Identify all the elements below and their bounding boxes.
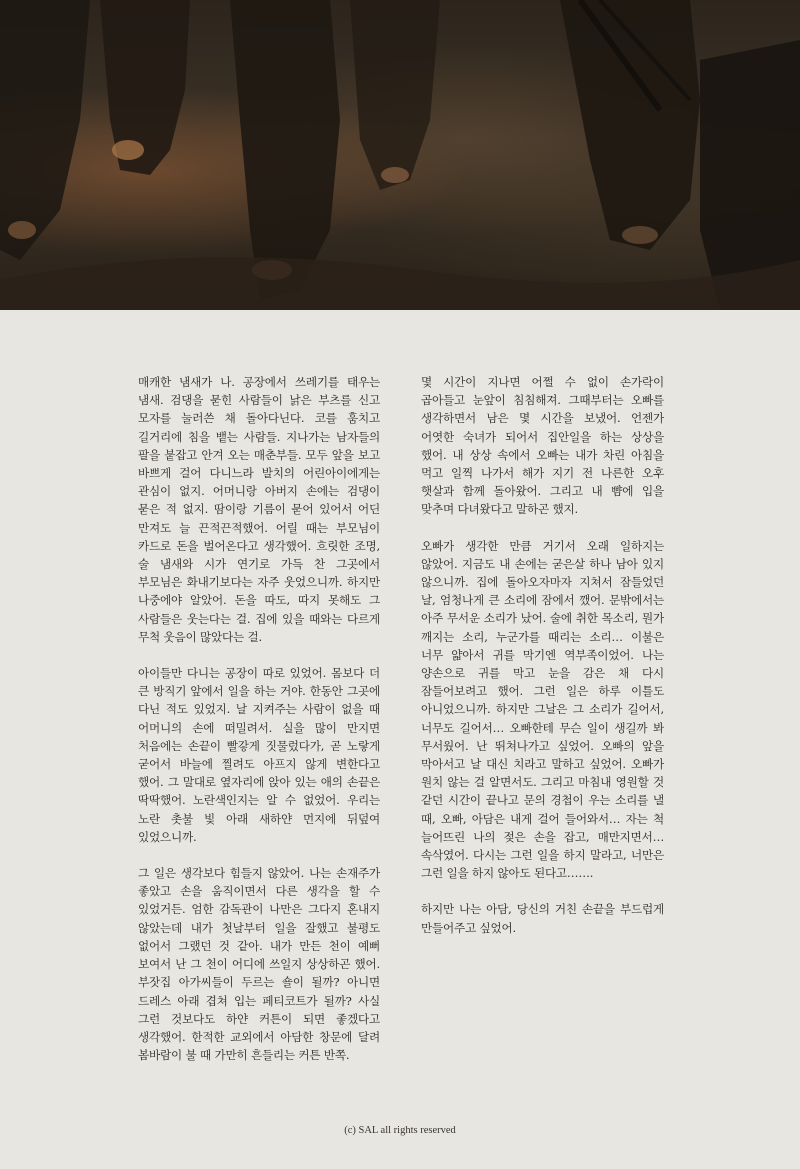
hero-painting-image: [0, 0, 800, 310]
paragraph: 매캐한 냄새가 나. 공장에서 쓰레기를 태우는 냄새. 검댕을 묻힌 사람들이 낡은 부츠를 신고 모자를 눌러쓴 채 돌아다닌다. 코를 훔치고 길거리에 침을 뱉는 사람들. 지나가는 남자들의 팔을 붙잡고 안겨 오는 매춘부들. 모두 앞을 보고 바쁘게 걸어 다니느라 발치의 어린아이에게는 관심이 없지. 어머니랑 아버지 손에는 검댕이 묻은 적 없지. 땀이랑 기름이 묻어 있어서 어딘 만져도 늘 끈적끈적했어. 어릴 때는 부모님이 카드로 돈을 벌어온다고 생각했어. 흐릿한 조명, 술 냄새와 시가 연기로 가득 찬 그곳에서 부모님은 화내기보다는 자주 웃었으니까. 하지만 나중에야 알았어. 돈을 따도, 따지 못해도 그 사람들은 웃는다는 걸. 집에 있을 때와는 다르게 무척 웃음이 많았다는 걸.: [138, 375, 380, 644]
paragraph: 오빠가 생각한 만큼 거기서 오래 일하지는 않았어. 지금도 내 손에는 굳은살 하나 남아 있지 않으니까. 집에 돌아오자마자 지쳐서 잠들었던 날, 엄청나게 큰 소리에 잠에서 깼어. 문밖에서는 아주 무서운 소리가 났어. 술에 취한 목소리, 뭔가 깨지는 소리, 누군가를 때리는 소리… 이불은 너무 얇아서 귀를 막기엔 역부족이었어. 나는 양손으로 귀를 막고 눈을 감은 채 다시 잠들어보려고 했어. 그런 일은 하루 이틀도 아니었으니까. 하지만 그날은 그 소리가 길어서, 너무도 길어서… 오빠한테 무슨 일이 생길까 봐 무서웠어. 난 뛰쳐나가고 싶었어. 오빠의 앞을 막아서고 날 대신 치라고 말하고 싶었어. 오빠가 원치 않는 걸 알면서도. 그리고 마침내 영원할 것 같던 시간이 끝나고 문의 경첩이 우는 소리를 낼 때, 오빠, 아담은 내게 걸어 들어와서… 자는 척 늘어뜨린 나의 젖은 손을 잡고, 매만지면서… 속삭였어. 다시는 그런 일을 하지 말라고, 너만은 그런 일을 하지 않아도 된다고…….: [421, 538, 664, 881]
paragraph: 하지만 나는 아담, 당신의 거친 손끝을 부드럽게 만들어주고 싶었어.: [421, 902, 664, 935]
paragraph: 몇 시간이 지나면 어쩔 수 없이 손가락이 곱아들고 눈앞이 침침해져. 그때부터는 오빠를 생각하면서 남은 몇 시간을 보냈어. 언젠가 어엿한 숙녀가 되어서 집안일을 하는 상상을 했어. 내 상상 속에서 오빠는 내가 차린 아침을 먹고 일찍 나가서 해가 지기 전 나른한 오후 햇살과 함께 돌아왔어. 그리고 내 뺨에 입을 맞추며 다녀왔다고 말하곤 했지.: [421, 375, 664, 517]
right-text-column: [421, 373, 664, 955]
paragraph: 아이들만 다니는 공장이 따로 있었어. 몸보다 더 큰 방직기 앞에서 일을 하는 거야. 한동안 그곳에 다닌 적도 있었지. 날 지켜주는 사람이 없을 때 어머니의 손에 떠밀려서. 실을 많이 만지면 처음에는 손끝이 빨갛게 짓물렀다가, 곧 노랗게 굳어서 바늘에 찔려도 아프지 않게 변한다고 했어. 그 말대로 옆자리에 앉아 있는 애의 손끝은 딱딱했어. 노란색인지는 알 수 없었어. 우리는 노란 촛불 빛 아래 새하얀 먼지에 뒤덮여 있었으니까.: [138, 666, 380, 844]
left-text-column: [138, 373, 380, 1082]
paragraph: 그 일은 생각보다 힘들지 않았어. 나는 손재주가 좋았고 손을 움직이면서 다른 생각을 할 수 있었거든. 엄한 감독관이 나만은 그다지 혼내지 않았는데 내가 첫날부터 일을 잘했고 불평도 없어서 그랬던 것 같아. 내가 만든 천이 예뻐 보여서 난 그 천이 어디에 쓰일지 상상하곤 했어. 부잣집 아가씨들이 두르는 숄이 될까? 아니면 드레스 아래 겹쳐 입는 페티코트가 될까? 사실 그런 것보다도 하얀 커튼이 되면 좋겠다고 생각했어. 한적한 교외에서 아담한 창문에 달려 봄바람이 불 때 가만히 흔들리는 커튼 반쪽.: [138, 866, 380, 1063]
painting-illustration: [0, 0, 800, 310]
paper-background: [0, 310, 800, 1169]
copyright-footer: (c) SAL all rights reserved: [344, 1125, 456, 1136]
